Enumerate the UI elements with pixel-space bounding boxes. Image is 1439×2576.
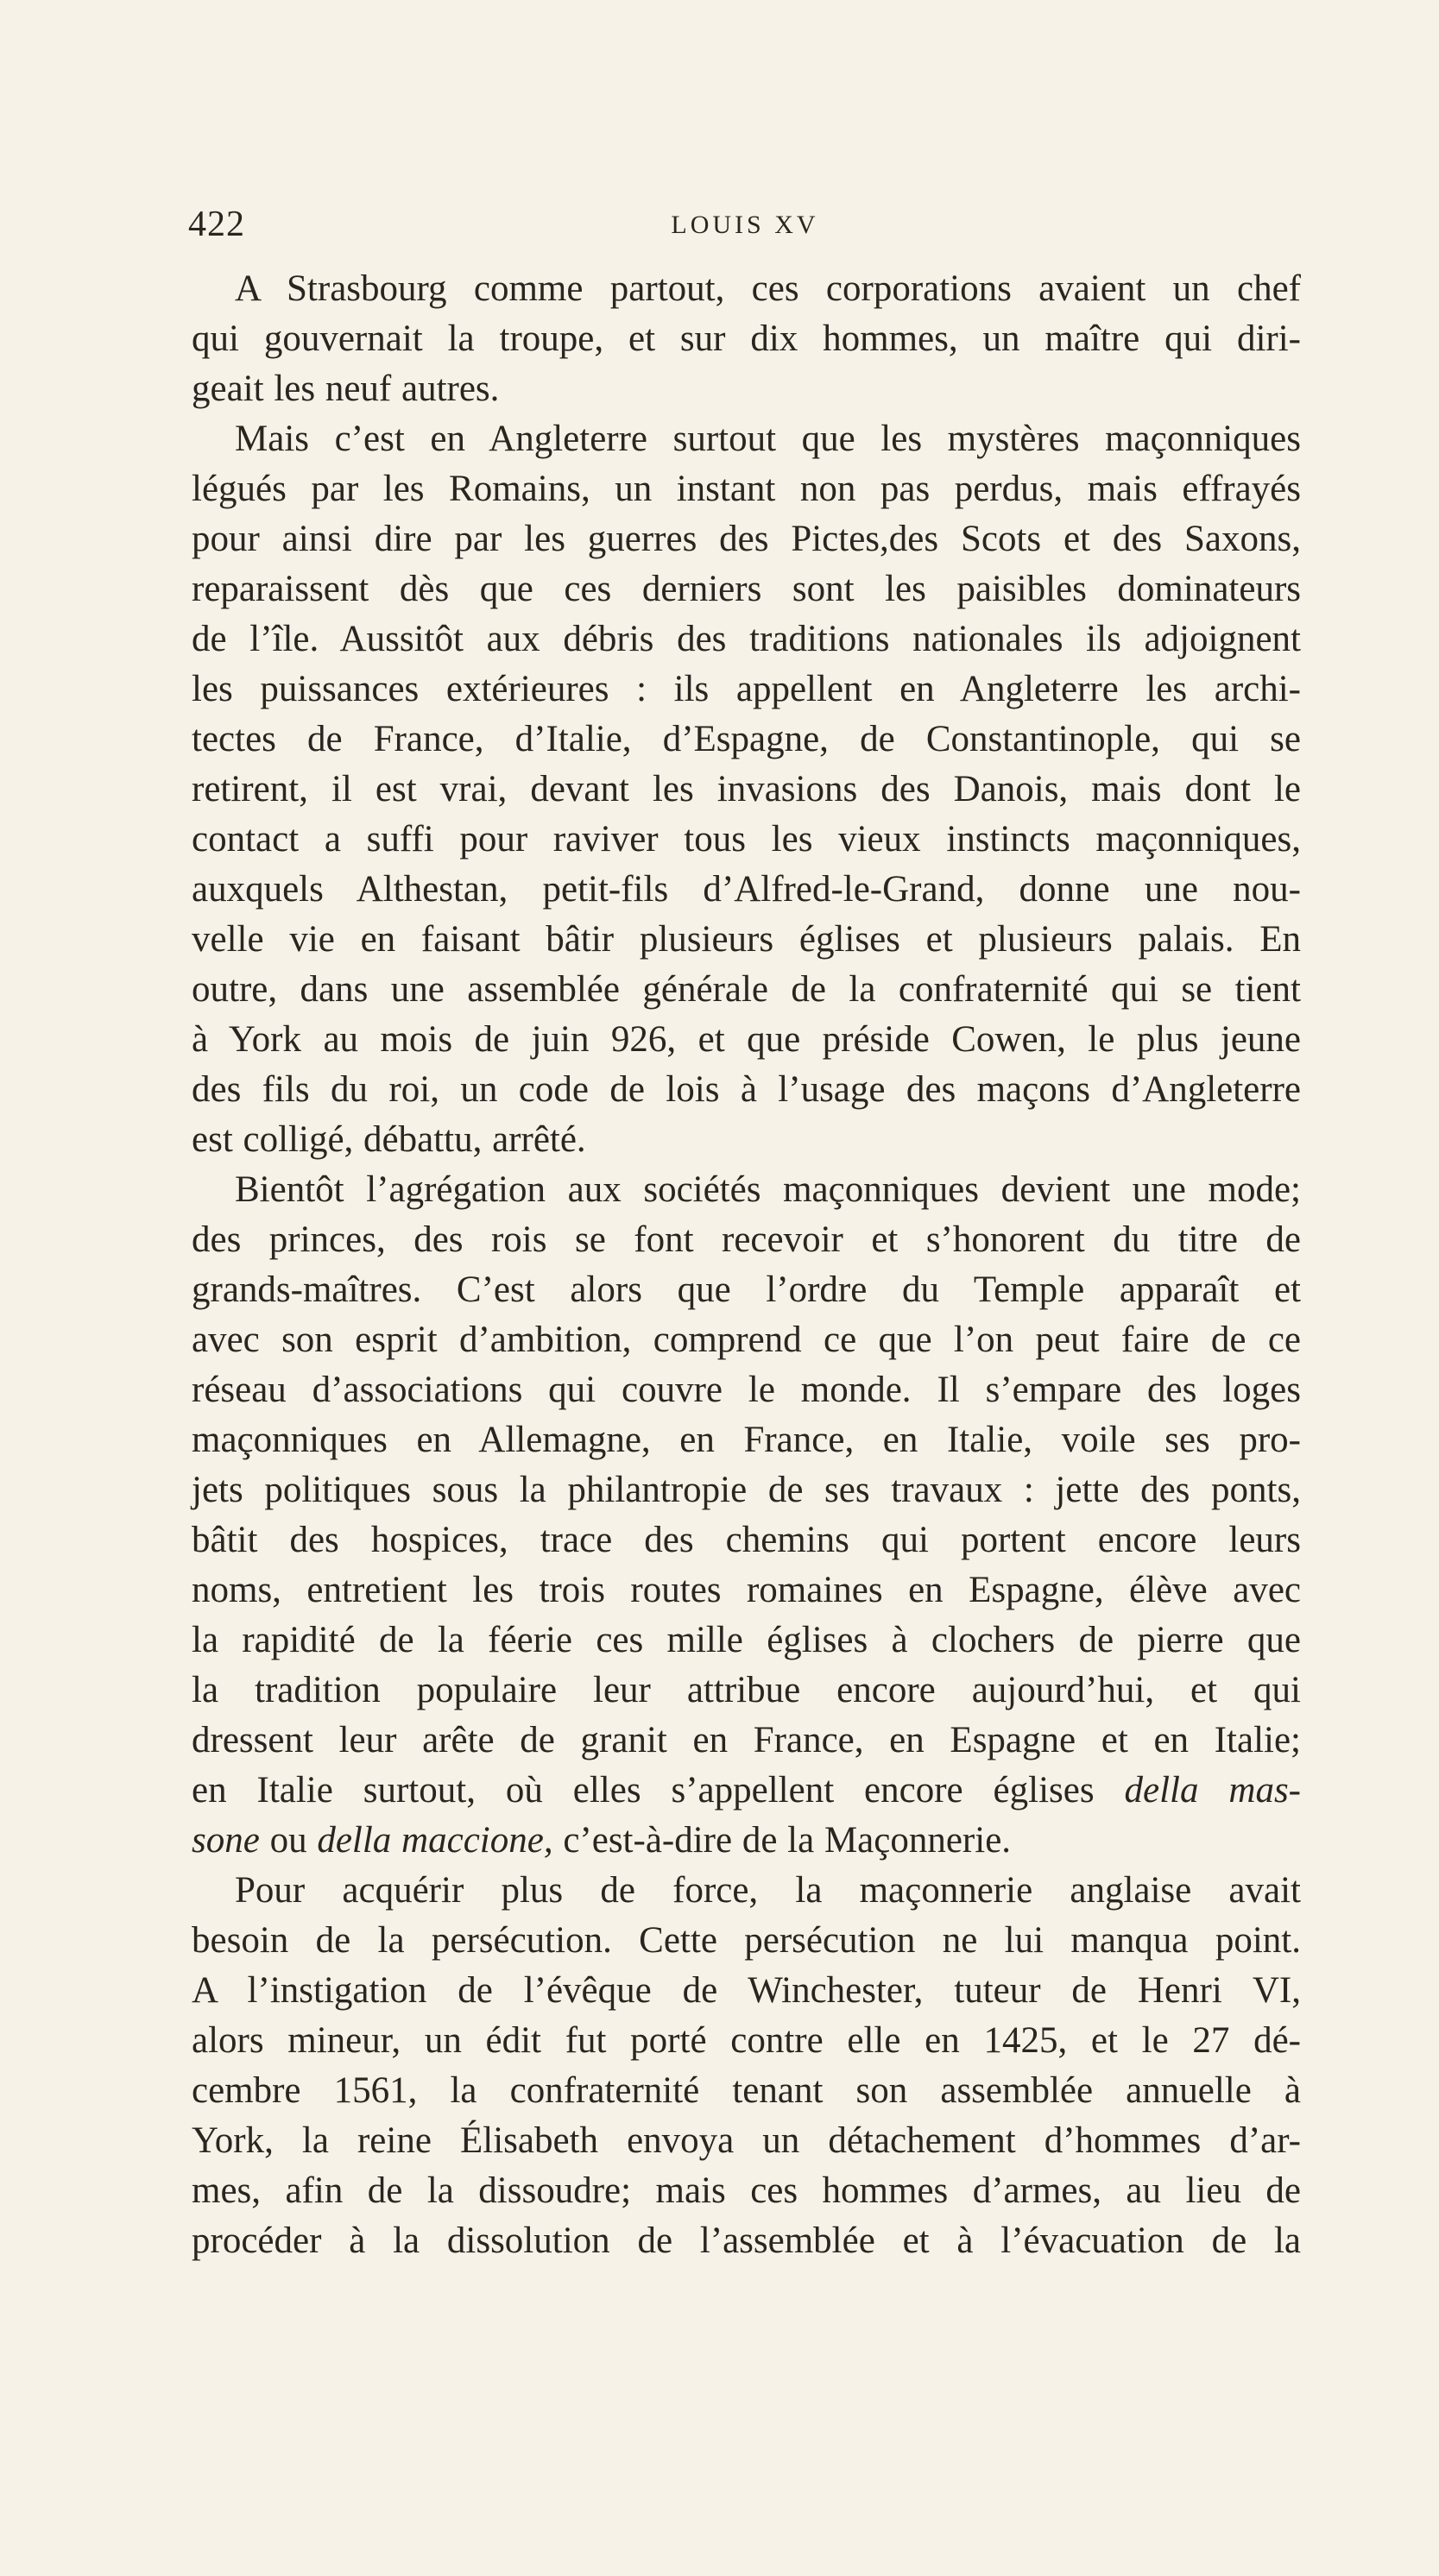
text-line: contact a suffi pour raviver tous les vieux instincts maçonniques, [192,819,1301,860]
text-line: légués par les Romains, un instant non pas perdus, mais effrayés [192,469,1301,509]
text-line: réseau d’associations qui couvre le monde. Il s’empare des loges [192,1370,1301,1410]
italic-term: sone [192,1820,260,1861]
text-line: maçonniques en Allemagne, en France, en Italie, voile ses pro- [192,1420,1301,1460]
text-line: grands-maîtres. C’est alors que l’ordre du Temple apparaît et [192,1269,1301,1310]
text-line: retirent, il est vrai, devant les invasions des Danois, mais dont le [192,769,1301,809]
text-line: cembre 1561, la confraternité tenant son assemblée annuelle à [192,2070,1301,2111]
page-number: 422 [188,205,245,244]
text-line: Bientôt l’agrégation aux sociétés maçonniques devient une mode; [235,1169,1301,1210]
text-line: auxquels Althestan, petit-fils d’Alfred-le-Grand, donne une nou- [192,869,1301,910]
text-line: alors mineur, un édit fut porté contre elle en 1425, et le 27 dé- [192,2020,1301,2061]
text-line: bâtit des hospices, trace des chemins qui portent encore leurs [192,1520,1301,1560]
text-line: des fils du roi, un code de lois à l’usage des maçons d’Angleterre [192,1069,1301,1110]
text-line: outre, dans une assemblée générale de la confraternité qui se tient [192,969,1301,1010]
text-line: noms, entretient les trois routes romaines en Espagne, élève avec [192,1570,1301,1610]
text-line: les puissances extérieures : ils appellent en Angleterre les archi- [192,669,1301,709]
text-line: est colligé, débattu, arrêté. [192,1119,586,1160]
text-line-mixed [192,1816,1301,1866]
text-line: dressent leur arête de granit en France, en Espagne et en Italie; [192,1720,1301,1760]
text-line: des princes, des rois se font recevoir et s’honorent du titre de [192,1219,1301,1260]
text-line: velle vie en faisant bâtir plusieurs églises et plusieurs palais. En [192,919,1301,960]
text-segment: en Italie surtout, où elles s’appellent encore églises [192,1770,1095,1811]
text-line: avec son esprit d’ambition, comprend ce que l’on peut faire de ce [192,1319,1301,1360]
text-line: la tradition populaire leur attribue encore aujourd’hui, et qui [192,1670,1301,1710]
text-line: A Strasbourg comme partout, ces corporations avaient un chef [235,268,1301,309]
text-line: tectes de France, d’Italie, d’Espagne, de Constantinople, qui se [192,719,1301,759]
text-line: A l’instigation de l’évêque de Winchester, tuteur de Henri VI, [192,1970,1301,2011]
italic-term: della maccione, [317,1820,553,1861]
text-line: qui gouvernait la troupe, et sur dix hommes, un maître qui diri- [192,318,1301,359]
text-line: geait les neuf autres. [192,368,500,409]
text-line: besoin de la persécution. Cette persécution ne lui manqua point. [192,1920,1301,1961]
text-line: Pour acquérir plus de force, la maçonnerie anglaise avait [235,1870,1301,1911]
text-line: mes, afin de la dissoudre; mais ces hommes d’armes, au lieu de [192,2170,1301,2211]
text-line: Mais c’est en Angleterre surtout que les mystères maçonniques [235,419,1301,459]
text-line: pour ainsi dire par les guerres des Pictes,des Scots et des Saxons, [192,519,1301,559]
running-head [188,204,1302,255]
text-segment: c’est-à-dire de la Maçonnerie. [563,1820,1012,1861]
text-line-mixed [192,1766,1301,1816]
text-line: reparaissent dès que ces derniers sont les paisibles dominateurs [192,569,1301,609]
italic-term: della mas- [1124,1770,1302,1811]
text-segment: ou [269,1820,307,1861]
text-line: de l’île. Aussitôt aux débris des traditions nationales ils adjoignent [192,619,1301,659]
text-line: jets politiques sous la philantropie de ses travaux : jette des ponts, [192,1470,1301,1510]
running-title: LOUIS XV [671,211,819,239]
text-line: York, la reine Élisabeth envoya un détachement d’hommes d’ar- [192,2120,1301,2161]
text-line: procéder à la dissolution de l’assemblée et à l’évacuation de la [192,2220,1301,2261]
body-text [192,264,1301,2266]
text-line: la rapidité de la féerie ces mille églises à clochers de pierre que [192,1620,1301,1660]
text-line: à York au mois de juin 926, et que préside Cowen, le plus jeune [192,1019,1301,1060]
